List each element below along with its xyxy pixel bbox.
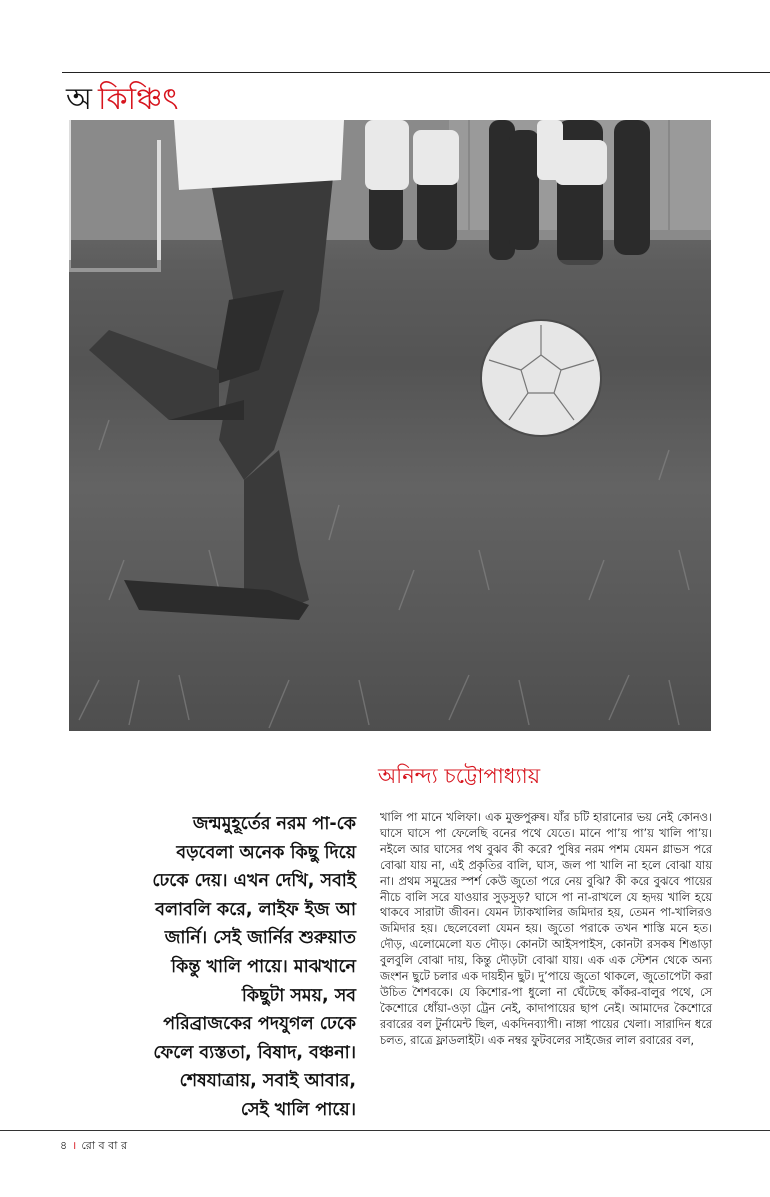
section-heading xyxy=(66,82,178,118)
top-rule xyxy=(62,72,770,73)
page-number: ৪ xyxy=(60,1139,68,1152)
photo-illustration xyxy=(69,120,711,731)
bottom-rule xyxy=(0,1130,770,1131)
section-prefix: অ xyxy=(66,82,92,117)
magazine-name: রো ব বা র xyxy=(81,1139,127,1152)
pull-quote: জন্মমুহূর্তের নরম পা-কে বড়বেলা অনেক কিছু দিয়ে ঢেকে দেয়। এখন দেখি, সবাই বলাবলি করে, লাইফ ইজ আ জার্নি। সেই জার্নির শুরুয়াত কিন্তু খালি পায়ে। মাঝখানে কিছুটা সময়, সব পরিব্রাজকের পদযুগল ঢেকে ফেলে ব্যস্ততা, বিষাদ, বঞ্চনা। শেষযাত্রায়, সবাই আবার, সেই খালি পায়ে। xyxy=(152,814,356,1120)
page-footer xyxy=(60,1137,127,1156)
author-byline: অনিন্দ্য চট্টোপাধ্যায় xyxy=(378,764,541,788)
section-title: কিঞ্চিৎ xyxy=(97,82,179,117)
footer-separator: । xyxy=(72,1139,77,1152)
football-barefoot-photo xyxy=(69,120,711,731)
article-body: খালি পা মানে খলিফা। এক মুক্তপুরুষ। যাঁর চটি হারানোর ভয় নেই কোনও। ঘাসে ঘাসে পা ফেলেছি বনের পথে যেতে। মানে পা’য় পা’য় খালি পা’য়। নইলে আর ঘাসের পথ বুঝব কী করে? পুষির নরম পশম যেমন গ্লাভস পরে বোঝা যায় না, এই প্রকৃতির বালি, ঘাস, জল পা খালি না হলে বোঝা যায় না। প্রথম সমুদ্রের স্পর্শ কেউ জুতো পরে নেয় বুঝি? কী করে বুঝবে পায়ের নীচে বালি সরে যাওয়ার সুড়সুড়? ঘাসে পা না-রাখলে যে হৃদয় খালি হয়ে থাকবে সারাটা জীবন। যেমন ট্যাকখালির জমিদার হয়, তেমন পা-খালিরও জমিদার হয়। ছেলেবেলা যেমন হয়। জুতো পরাকে তখন শাস্তি মনে হত। দৌড়, এলোমেলো যত দৌড়। কোনটা আইসপাইস, কোনটা রসকষ শিঙাড়া বুলবুলি বোঝা দায়, কিন্তু দৌড়টা বোঝা যায়। এক এক স্টেশন থেকে অন্য জংশন ছুটে চলার এক দায়হীন ছুট। দু’পায়ে জুতো থাকলে, জুতোপেটা করা উচিত শৈশবকে। যে কিশোর-পা ধুলো না ঘেঁটেছে কাঁকর-বালুর পথে, সে কৈশোরে ধোঁয়া-ওড়া ট্রেন নেই, কাদাপায়ের ছাপ নেই। আমাদের কৈশোরে রবারের বল টুর্নামেন্ট ছিল, একদিনব্যাপী। নাঙ্গা পায়ের খেলা। সারাদিন ধরে চলত, রাত্রে ফ্লাডলাইট। এক নম্বর ফুটবলের সাইজের লাল রবারের বল, xyxy=(380,811,712,1047)
